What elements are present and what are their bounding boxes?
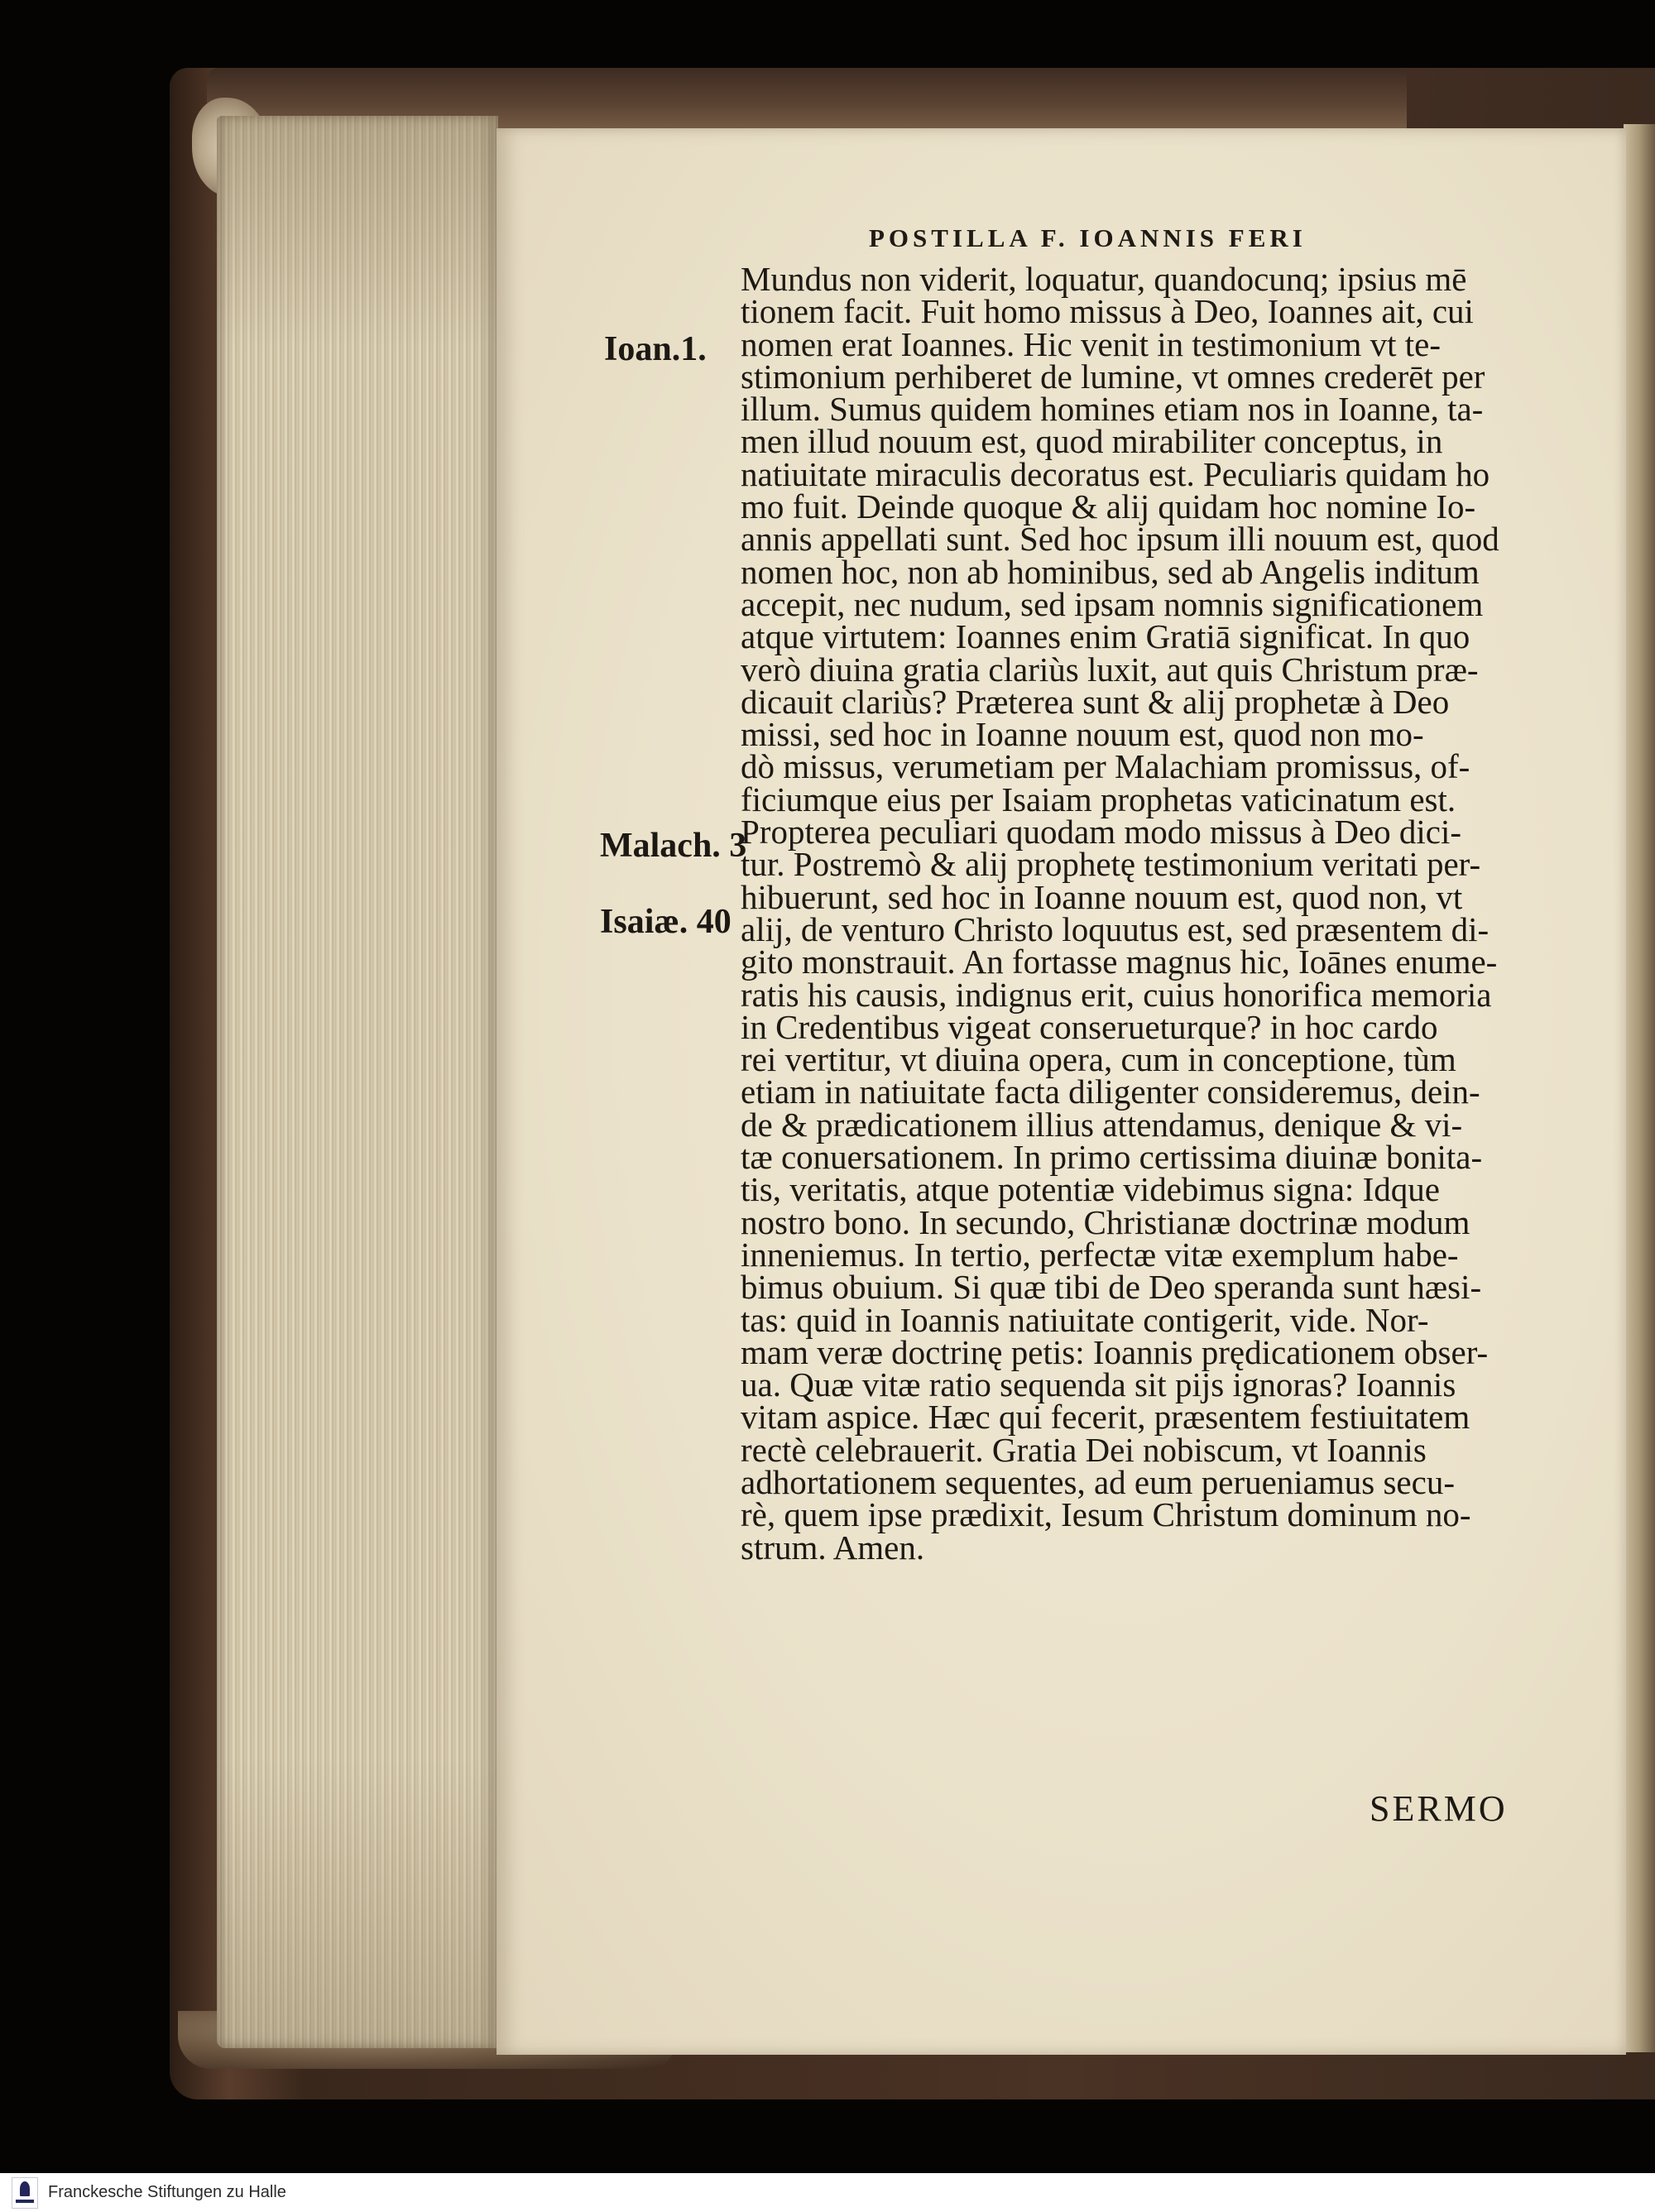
institution-name: Franckesche Stiftungen zu Halle (48, 2183, 286, 2201)
body-text (741, 260, 1552, 1567)
text-line: ratis his causis, indignus erit, cuius honorifica memoria (741, 975, 1492, 1014)
text-line: Propterea peculiari quodam modo missus à Deo dici- (741, 813, 1462, 852)
text-line: strum. Amen. (741, 1528, 925, 1567)
franckesche-stiftungen-logo-icon (12, 2177, 38, 2209)
text-line: missi, sed hoc in Ioanne nouum est, quod non mo- (741, 715, 1424, 754)
text-line: Mundus non viderit, loquatur, quandocunq; ipsius mē (741, 260, 1467, 298)
text-line: dicauit clariùs? Præterea sunt & alij prophetæ à Deo (741, 682, 1450, 721)
text-line: mam veræ doctrinę petis: Ioannis prędicationem obser- (741, 1332, 1489, 1371)
text-line: de & prædicationem illius attendamus, denique & vi- (741, 1105, 1463, 1144)
text-line: hibuerunt, sed hoc in Ioanne nouum est, quod non, vt (741, 877, 1463, 916)
text-line: rei vertitur, vt diuina opera, cum in conceptione, tùm (741, 1040, 1456, 1079)
text-line: atque virtutem: Ioannes enim Gratiā significat. In quo (741, 617, 1470, 656)
text-line: illum. Sumus quidem homines etiam nos in Ioanne, ta- (741, 390, 1484, 429)
text-line: ficiumque eius per Isaiam prophetas vaticinatum est. (741, 780, 1456, 818)
text-line: bimus obuium. Si quæ tibi de Deo speranda sunt hæsi- (741, 1268, 1482, 1307)
text-line: nomen erat Ioannes. Hic venit in testimonium vt te- (741, 324, 1441, 363)
text-line: rectè celebrauerit. Gratia Dei nobiscum, vt Ioannis (741, 1430, 1427, 1469)
text-line: vitam aspice. Hæc qui fecerit, præsentem festiuitatem (741, 1398, 1470, 1437)
text-line: adhortationem sequentes, ad eum perueniamus secu- (741, 1462, 1455, 1501)
text-line: accepit, nec nudum, sed ipsam nomnis significationem (741, 584, 1484, 623)
text-line: tur. Postremò & alij prophetę testimonium veritati per- (741, 845, 1481, 884)
text-line: annis appellati sunt. Sed hoc ipsum illi nouum est, quod (741, 520, 1499, 559)
footer-bar (0, 2173, 1655, 2212)
text-line: inneniemus. In tertio, perfectæ vitæ exemplum habe- (741, 1235, 1459, 1274)
text-line: tæ conuersationem. In primo certissima diuinæ bonita- (741, 1138, 1483, 1177)
text-line: gito monstrauit. An fortasse magnus hic, Ioānes enume- (741, 943, 1498, 981)
text-line: tas: quid in Ioannis natiuitate contigerit, vide. Nor- (741, 1300, 1429, 1339)
catchword: SERMO (1370, 1788, 1508, 1829)
marginal-note-ioan: Ioan.1. (604, 330, 707, 368)
text-line: nomen hoc, non ab hominibus, sed ab Angelis inditum (741, 552, 1480, 591)
text-line: tis, veritatis, atque potentiæ videbimus signa: Idque (741, 1170, 1440, 1209)
text-line: men illud nouum est, quod mirabiliter conceptus, in (741, 422, 1443, 461)
running-head: POSTILLA F. IOANNIS FERI (869, 223, 1307, 252)
text-line: tionem facit. Fuit homo missus à Deo, Ioannes ait, cui (741, 292, 1474, 331)
text-line: etiam in natiuitate facta diligenter consideremus, dein- (741, 1072, 1480, 1111)
text-line: verò diuina gratia clariùs luxit, aut quis Christum præ- (741, 650, 1479, 689)
text-line: rè, quem ipse prædixit, Iesum Christum dominum no- (741, 1495, 1471, 1534)
text-line: dò missus, verumetiam per Malachiam promissus, of- (741, 747, 1470, 786)
marginal-note-isaiae: Isaiæ. 40 (600, 903, 732, 941)
text-line: nostro bono. In secundo, Christianæ doctrinæ modum (741, 1202, 1470, 1241)
text-line: in Credentibus vigeat conserueturque? in hoc cardo (741, 1007, 1438, 1046)
page-fore-edge (1624, 124, 1655, 2052)
text-line: natiuitate miraculis decoratus est. Peculiaris quidam ho (741, 454, 1490, 493)
text-line: alij, de venturo Christo loquutus est, sed præsentem di- (741, 909, 1490, 948)
text-line: mo fuit. Deinde quoque & alij quidam hoc nomine Io- (741, 487, 1476, 526)
marginal-note-malach: Malach. 3 (600, 827, 747, 865)
text-line: ua. Quæ vitæ ratio sequenda sit pijs ignoras? Ioannis (741, 1365, 1456, 1404)
text-line: stimonium perhiberet de lumine, vt omnes crederēt per (741, 357, 1485, 396)
